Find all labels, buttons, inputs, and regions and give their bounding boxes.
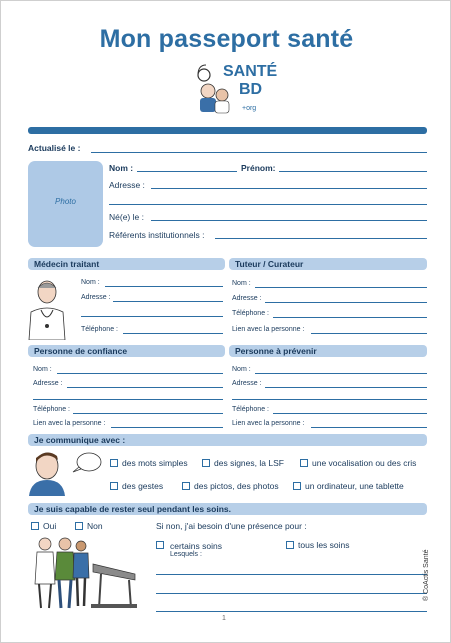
tuteur-nom-field[interactable] [255, 287, 427, 288]
lesquels-field-2[interactable] [156, 593, 427, 594]
prevenir-adresse-field-1[interactable] [265, 387, 427, 388]
tuteur-adresse-label: Adresse : [232, 295, 262, 302]
page-title: Mon passeport santé [99, 25, 354, 53]
header-divider [28, 127, 427, 134]
section-je-communique: Je communique avec : [28, 434, 427, 446]
medecin-nom-label: Nom : [81, 279, 100, 286]
prevenir-lien-label: Lien avec la personne : [232, 420, 305, 427]
ne-le-field[interactable] [151, 220, 427, 221]
medecin-adresse-field-2[interactable] [81, 316, 223, 317]
prevenir-adresse-label: Adresse : [232, 380, 262, 387]
photo-box[interactable] [28, 161, 103, 247]
confiance-lien-label: Lien avec la personne : [33, 420, 106, 427]
logo-text-sante: SANTÉ [223, 63, 278, 80]
section-personne-confiance: Personne de confiance [28, 345, 225, 357]
tuteur-lien-label: Lien avec la personne : [232, 326, 305, 333]
doctor-illustration [25, 276, 69, 340]
tuteur-lien-field[interactable] [311, 333, 427, 334]
prevenir-lien-field[interactable] [311, 427, 427, 428]
lesquels-label: Lesquels : [170, 551, 202, 558]
checkbox-pictos-photos[interactable] [182, 482, 190, 490]
option-certains-soins: certains soins [170, 541, 222, 551]
confiance-adresse-field-2[interactable] [33, 399, 223, 400]
option-signes-lsf: des signes, la LSF [214, 458, 284, 468]
prevenir-telephone-label: Téléphone : [232, 406, 269, 413]
confiance-adresse-field-1[interactable] [67, 387, 223, 388]
referents-field[interactable] [215, 238, 427, 239]
nom-label: Nom : [109, 163, 134, 173]
checkbox-mots-simples[interactable] [110, 459, 118, 467]
medecin-adresse-label: Adresse : [81, 294, 111, 301]
option-pictos-photos: des pictos, des photos [194, 481, 279, 491]
option-gestes: des gestes [122, 481, 164, 491]
copyright-note: ® CoActis Santé [423, 549, 430, 601]
prevenir-adresse-field-2[interactable] [232, 399, 427, 400]
lesquels-field-3[interactable] [156, 611, 427, 612]
actualise-field[interactable] [91, 152, 427, 153]
section-personne-prevenir: Personne à prévenir [229, 345, 427, 357]
option-vocalisation: une vocalisation ou des cris [312, 458, 417, 468]
adresse-field-2[interactable] [109, 204, 427, 205]
option-oui: Oui [43, 521, 57, 531]
prenom-field[interactable] [279, 171, 427, 172]
confiance-nom-label: Nom : [33, 366, 52, 373]
adresse-label: Adresse : [109, 180, 145, 190]
confiance-telephone-label: Téléphone : [33, 406, 70, 413]
care-scene-illustration [31, 534, 139, 612]
logo-text-org: +org [242, 105, 257, 112]
tuteur-telephone-field[interactable] [273, 317, 427, 318]
nom-field[interactable] [137, 171, 237, 172]
logo-text-bd: BD [239, 81, 263, 98]
confiance-nom-field[interactable] [57, 373, 223, 374]
presence-question: Si non, j'ai besoin d'une présence pour : [156, 521, 307, 531]
checkbox-tous-soins[interactable] [286, 541, 294, 549]
option-ordinateur-tablette: un ordinateur, une tablette [305, 481, 404, 491]
confiance-lien-field[interactable] [111, 427, 223, 428]
checkbox-vocalisation[interactable] [300, 459, 308, 467]
option-mots-simples: des mots simples [122, 458, 188, 468]
section-medecin-traitant: Médecin traitant [28, 258, 225, 270]
adresse-field-1[interactable] [151, 188, 427, 189]
photo-label: Photo [55, 197, 76, 206]
medecin-nom-field[interactable] [105, 286, 223, 287]
tuteur-nom-label: Nom : [232, 280, 251, 287]
referents-label: Référents institutionnels : [109, 230, 205, 240]
section-tuteur-curateur: Tuteur / Curateur [229, 258, 427, 270]
page-number: 1 [222, 615, 226, 622]
prenom-label: Prénom: [241, 163, 276, 173]
checkbox-certains-soins[interactable] [156, 541, 164, 549]
medecin-telephone-label: Téléphone : [81, 326, 118, 333]
confiance-telephone-field[interactable] [73, 413, 223, 414]
checkbox-gestes[interactable] [110, 482, 118, 490]
checkbox-non[interactable] [75, 522, 83, 530]
prevenir-telephone-field[interactable] [273, 413, 427, 414]
option-non: Non [87, 521, 103, 531]
medecin-adresse-field-1[interactable] [113, 301, 223, 302]
lesquels-field-1[interactable] [156, 574, 427, 575]
checkbox-ordinateur-tablette[interactable] [293, 482, 301, 490]
checkbox-oui[interactable] [31, 522, 39, 530]
confiance-adresse-label: Adresse : [33, 380, 63, 387]
option-tous-soins: tous les soins [298, 540, 350, 550]
actualise-label: Actualisé le : [28, 143, 81, 153]
section-capable-seul: Je suis capable de rester seul pendant les soins. [28, 503, 427, 515]
checkbox-signes-lsf[interactable] [202, 459, 210, 467]
prevenir-nom-label: Nom : [232, 366, 251, 373]
tuteur-telephone-label: Téléphone : [232, 310, 269, 317]
prevenir-nom-field[interactable] [255, 373, 427, 374]
medecin-telephone-field[interactable] [123, 333, 223, 334]
ne-le-label: Né(e) le : [109, 212, 144, 222]
tuteur-adresse-field[interactable] [265, 302, 427, 303]
person-speaking-illustration [27, 448, 103, 496]
